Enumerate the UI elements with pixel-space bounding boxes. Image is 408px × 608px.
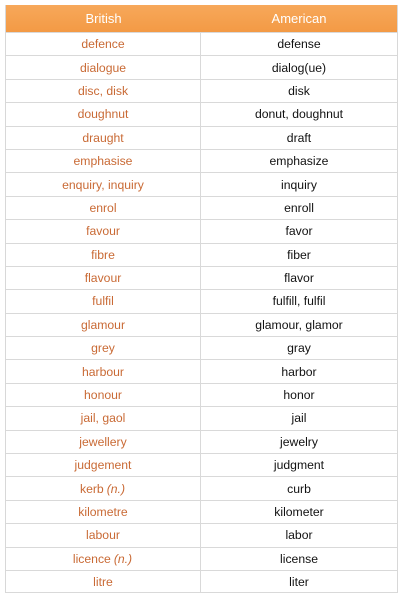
british-word: glamour <box>80 317 126 332</box>
table-row <box>6 547 397 570</box>
british-word: labour <box>86 528 120 543</box>
british-word: harbour <box>81 364 124 379</box>
table-row <box>6 570 397 593</box>
british-word: emphasise <box>73 154 133 169</box>
american-spelling: donut, doughnut <box>254 107 344 122</box>
british-spelling <box>6 127 201 149</box>
american-spelling: jail <box>291 411 307 426</box>
british-spelling <box>6 244 201 266</box>
table-row <box>6 453 397 476</box>
british-word: defence <box>81 37 125 52</box>
british-spelling <box>6 501 201 523</box>
british-word: jewellery <box>79 434 127 449</box>
american-spelling: liter <box>289 574 309 589</box>
table-row <box>6 32 397 55</box>
american-spelling: fulfill, fulfil <box>272 294 326 309</box>
table-row <box>6 336 397 359</box>
table-row <box>6 219 397 242</box>
header-british: British <box>85 11 122 26</box>
american-spelling: flavor <box>284 271 314 286</box>
american-spelling: labor <box>285 528 313 543</box>
table-row <box>6 55 397 78</box>
british-word: disc, disk <box>77 83 129 98</box>
american-spelling: inquiry <box>281 177 317 192</box>
american-spelling: jewelry <box>280 434 318 449</box>
british-word: flavour <box>84 271 122 286</box>
table-row <box>6 406 397 429</box>
table-row <box>6 126 397 149</box>
british-spelling <box>6 56 201 78</box>
british-spelling <box>6 384 201 406</box>
american-spelling: honor <box>283 388 315 403</box>
british-spelling <box>6 337 201 359</box>
table-row <box>6 313 397 336</box>
table-row <box>6 79 397 102</box>
american-spelling: harbor <box>281 364 317 379</box>
british-word: doughnut <box>77 107 129 122</box>
british-spelling <box>6 197 201 219</box>
american-spelling: favor <box>285 224 313 239</box>
british-spelling <box>6 548 201 570</box>
british-spelling <box>6 290 201 312</box>
table-row <box>6 500 397 523</box>
header-american: American <box>271 11 327 26</box>
british-spelling <box>6 314 201 336</box>
british-spelling <box>6 33 201 55</box>
american-spelling: dialog(ue) <box>271 60 327 75</box>
american-spelling: draft <box>286 130 312 145</box>
british-spelling <box>6 150 201 172</box>
table-row <box>6 430 397 453</box>
british-spelling <box>6 407 201 429</box>
british-spelling <box>6 103 201 125</box>
british-spelling <box>6 477 201 499</box>
british-word: jail, gaol <box>80 411 126 426</box>
british-spelling <box>6 571 201 592</box>
table-row <box>6 172 397 195</box>
british-spelling <box>6 524 201 546</box>
british-word: dialogue <box>79 60 127 75</box>
american-spelling: curb <box>287 481 311 496</box>
british-spelling <box>6 220 201 242</box>
british-word: licence <box>72 551 111 566</box>
table-row <box>6 243 397 266</box>
british-word: grey <box>91 341 115 356</box>
spelling-comparison-table <box>5 5 398 593</box>
british-spelling <box>6 454 201 476</box>
british-word: enrol <box>89 200 117 215</box>
american-spelling: gray <box>287 341 311 356</box>
british-word: kilometre <box>78 505 128 519</box>
american-spelling: license <box>280 551 318 566</box>
table-row <box>6 149 397 172</box>
american-spelling: glamour, glamor <box>255 317 343 332</box>
american-spelling: emphasize <box>269 154 329 169</box>
british-spelling <box>6 267 201 289</box>
table-header <box>6 5 397 32</box>
british-spelling <box>6 80 201 102</box>
table-row <box>6 359 397 382</box>
british-word: favour <box>86 224 120 239</box>
table-row <box>6 266 397 289</box>
american-spelling: kilometer <box>274 505 324 519</box>
american-spelling: disk <box>288 83 310 98</box>
british-word: litre <box>93 574 113 589</box>
table-row <box>6 383 397 406</box>
british-spelling <box>6 431 201 453</box>
british-word: honour <box>84 388 122 403</box>
british-word: fibre <box>91 247 115 262</box>
british-word: kerb <box>80 481 104 496</box>
british-word: fulfil <box>92 294 114 309</box>
american-spelling: enroll <box>284 200 314 215</box>
american-spelling: defense <box>277 37 321 52</box>
american-spelling: fiber <box>287 247 311 262</box>
british-word: judgement <box>74 458 132 473</box>
table-row <box>6 523 397 546</box>
table-row <box>6 196 397 219</box>
table-row <box>6 102 397 125</box>
table-row <box>6 289 397 312</box>
part-of-speech-note: (n.) <box>113 551 133 566</box>
british-spelling <box>6 360 201 382</box>
british-word: enquiry, inquiry <box>62 177 144 192</box>
american-spelling: judgment <box>273 458 325 473</box>
part-of-speech-note: (n.) <box>106 481 125 496</box>
british-spelling <box>6 173 201 195</box>
table-body <box>6 32 397 593</box>
british-word: draught <box>82 130 124 145</box>
table-row <box>6 476 397 499</box>
